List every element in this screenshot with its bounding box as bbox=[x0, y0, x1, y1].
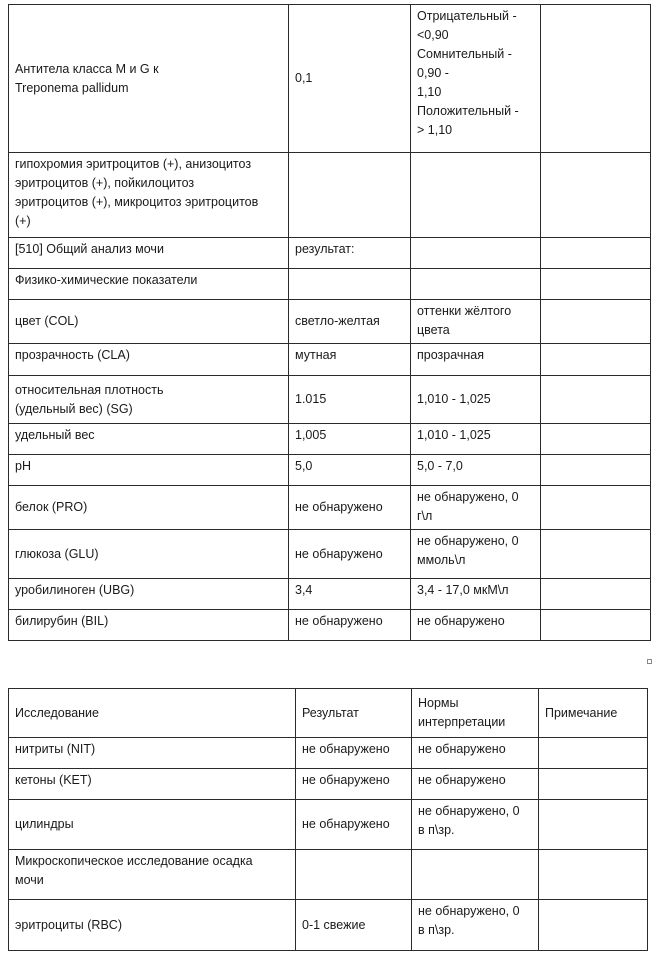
note-cell bbox=[541, 610, 651, 641]
note-cell bbox=[541, 269, 651, 300]
table-row bbox=[9, 455, 651, 486]
table-row bbox=[9, 610, 651, 641]
note-cell bbox=[541, 344, 651, 376]
result-cell: не обнаружено bbox=[296, 738, 412, 769]
result-cell bbox=[289, 153, 411, 238]
result-cell: светло-желтая bbox=[289, 300, 411, 344]
result-cell bbox=[296, 850, 412, 900]
reference-cell: не обнаружено bbox=[412, 738, 539, 769]
result-cell: не обнаружено bbox=[296, 769, 412, 800]
table-row bbox=[9, 424, 651, 455]
result-cell: не обнаружено bbox=[289, 486, 411, 530]
note-cell bbox=[539, 738, 648, 769]
test-name-cell: эритроциты (RBC) bbox=[9, 900, 296, 951]
note-cell bbox=[539, 850, 648, 900]
reference-cell: прозрачная bbox=[411, 344, 541, 376]
section-title-cell: [510] Общий анализ мочи bbox=[9, 238, 289, 269]
results-table-2 bbox=[8, 688, 648, 951]
table-header-row bbox=[9, 689, 648, 738]
result-cell: мутная bbox=[289, 344, 411, 376]
test-name-cell: билирубин (BIL) bbox=[9, 610, 289, 641]
reference-cell bbox=[412, 850, 539, 900]
test-name-cell: удельный вес bbox=[9, 424, 289, 455]
test-name-cell: кетоны (KET) bbox=[9, 769, 296, 800]
table-row bbox=[9, 850, 648, 900]
header-norms: Нормы интерпретации bbox=[412, 689, 539, 738]
result-cell: не обнаружено bbox=[289, 610, 411, 641]
table-resize-handle[interactable] bbox=[647, 659, 652, 664]
note-cell bbox=[541, 579, 651, 610]
note-cell bbox=[539, 769, 648, 800]
header-result: Результат bbox=[296, 689, 412, 738]
test-name-cell: pH bbox=[9, 455, 289, 486]
note-cell bbox=[541, 153, 651, 238]
note-cell bbox=[541, 5, 651, 153]
section-title-cell: Физико-химические показатели bbox=[9, 269, 289, 300]
result-cell bbox=[289, 269, 411, 300]
test-name-cell: глюкоза (GLU) bbox=[9, 530, 289, 579]
table-row bbox=[9, 376, 651, 424]
test-name-cell: белок (PRO) bbox=[9, 486, 289, 530]
result-cell: 1.015 bbox=[289, 376, 411, 424]
result-label-cell: результат: bbox=[289, 238, 411, 269]
reference-cell: не обнаружено, 0 г\л bbox=[411, 486, 541, 530]
note-cell bbox=[541, 455, 651, 486]
table-row bbox=[9, 769, 648, 800]
result-cell: не обнаружено bbox=[296, 800, 412, 850]
header-note: Примечание bbox=[539, 689, 648, 738]
test-name-cell: цилиндры bbox=[9, 800, 296, 850]
result-cell: 0-1 свежие bbox=[296, 900, 412, 951]
result-cell: 1,005 bbox=[289, 424, 411, 455]
reference-cell bbox=[411, 269, 541, 300]
test-name-cell: нитриты (NIT) bbox=[9, 738, 296, 769]
note-cell bbox=[541, 530, 651, 579]
reference-cell: оттенки жёлтого цвета bbox=[411, 300, 541, 344]
reference-cell: 1,010 - 1,025 bbox=[411, 376, 541, 424]
reference-cell: не обнаружено bbox=[411, 610, 541, 641]
result-cell: 5,0 bbox=[289, 455, 411, 486]
result-cell: не обнаружено bbox=[289, 530, 411, 579]
note-cell bbox=[539, 800, 648, 850]
table-row bbox=[9, 300, 651, 344]
note-cell bbox=[541, 376, 651, 424]
table-row bbox=[9, 738, 648, 769]
note-cell bbox=[541, 424, 651, 455]
result-cell: 3,4 bbox=[289, 579, 411, 610]
table-row bbox=[9, 238, 651, 269]
table-row bbox=[9, 344, 651, 376]
note-cell bbox=[539, 900, 648, 951]
reference-cell: 1,010 - 1,025 bbox=[411, 424, 541, 455]
test-name-cell: уробилиноген (UBG) bbox=[9, 579, 289, 610]
table-row bbox=[9, 269, 651, 300]
reference-cell: не обнаружено, 0 в п\зр. bbox=[412, 800, 539, 850]
note-cell bbox=[541, 300, 651, 344]
reference-cell: Отрицательный - <0,90 Сомнительный - 0,90 - 1,10 Положительный - > 1,10 bbox=[411, 5, 541, 153]
table-row bbox=[9, 153, 651, 238]
table-row bbox=[9, 800, 648, 850]
note-cell bbox=[541, 238, 651, 269]
reference-cell: не обнаружено, 0 ммоль\л bbox=[411, 530, 541, 579]
reference-cell: не обнаружено, 0 в п\зр. bbox=[412, 900, 539, 951]
table-row bbox=[9, 530, 651, 579]
table-row bbox=[9, 486, 651, 530]
test-name-cell: цвет (COL) bbox=[9, 300, 289, 344]
reference-cell: 3,4 - 17,0 мкМ\л bbox=[411, 579, 541, 610]
reference-cell: не обнаружено bbox=[412, 769, 539, 800]
note-cell bbox=[541, 486, 651, 530]
reference-cell bbox=[411, 153, 541, 238]
test-name-cell: гипохромия эритроцитов (+), анизоцитоз эритроцитов (+), пойкилоцитоз эритроцитов (+), микроцитоз эритроцитов (+) bbox=[9, 153, 289, 238]
table-row bbox=[9, 900, 648, 951]
header-study: Исследование bbox=[9, 689, 296, 738]
reference-cell: 5,0 - 7,0 bbox=[411, 455, 541, 486]
section-title-cell: Микроскопическое исследование осадка мочи bbox=[9, 850, 296, 900]
test-name-cell: Антитела класса M и G к Treponema pallidum bbox=[9, 5, 289, 153]
table-row bbox=[9, 579, 651, 610]
test-name-cell: прозрачность (CLA) bbox=[9, 344, 289, 376]
reference-cell bbox=[411, 238, 541, 269]
result-cell: 0,1 bbox=[289, 5, 411, 153]
test-name-cell: относительная плотность (удельный вес) (SG) bbox=[9, 376, 289, 424]
results-table-1 bbox=[8, 4, 651, 641]
table-row bbox=[9, 5, 651, 153]
